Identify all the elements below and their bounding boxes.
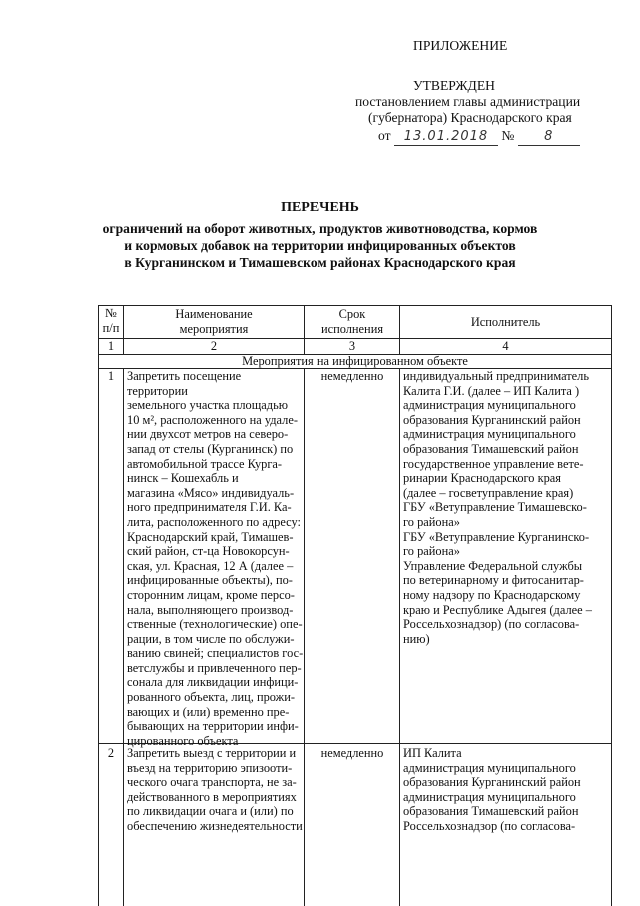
document-title: ПЕРЕЧЕНЬ [281, 200, 359, 215]
appendix-label: ПРИЛОЖЕНИЕ [413, 38, 508, 53]
header-executor: Исполнитель [470, 315, 541, 329]
handwritten-date: 13.01.2018 [394, 129, 498, 146]
col-number-3: 3 [348, 339, 356, 353]
measures-table [98, 305, 612, 906]
row-measure: Запретить выезд с территории и въезд на территорию эпизооти- ческого очага транспорта, не за- действованного в мероприятиях по ликвидации очага и (или) по обеспечению жизнедеятельности [127, 746, 303, 833]
header-term: Срок исполнения [320, 307, 384, 336]
number-label: № [501, 128, 515, 143]
row-executor: индивидуальный предприниматель Калита Г.И. (далее – ИП Калита ) администрация муниципального образования Курганинский район администрация муниципального образования Тимашевский район государственное управление вете- ринарии Краснодарского края (далее – госветуправление края) ГБУ «Ветуправление Тимашевско- го района» ГБУ «Ветуправление Курганинско- го района» Управление Федеральной службы по ветеринарному и фитосанитар- ному надзору по Краснодарскому краю и Республике Адыгея (далее – Россельхознадзор) (по согласова- нию) [403, 369, 592, 646]
row-number: 2 [107, 746, 115, 760]
approval-line-2: (губернатора) Краснодарского края [368, 110, 572, 125]
row-term: немедленно [320, 369, 384, 383]
row-number: 1 [107, 369, 115, 383]
from-label: от [378, 128, 391, 143]
header-num: № п/п [102, 306, 120, 335]
col-number-4: 4 [502, 339, 509, 353]
header-name: Наименование мероприятия [175, 307, 253, 336]
col-number-2: 2 [210, 339, 218, 353]
approval-line-1: постановлением главы администрации [355, 94, 581, 109]
row-term: немедленно [320, 746, 384, 760]
col-number-1: 1 [107, 339, 115, 353]
approval-date-line [378, 128, 580, 146]
approved-label: УТВЕРЖДЕН [413, 78, 495, 93]
document-subtitle-3: в Курганинском и Тимашевском районах Краснодарского края [124, 255, 516, 270]
handwritten-number: 8 [518, 129, 580, 146]
row-measure: Запретить посещение территории земельного участка площадью 10 м², расположенного на удале- нии двухсот метров на северо- запад от стелы (Курганинск) по автомобильной трассе Курга- нинск – Кошехабль и магазина «Мясо» индивидуаль- ного предпринимателя Г.И. Ка- лита, расположенного по адресу: Краснодарский край, Тимашев- ский район, ст-ца Новокорсун- ская, ул. Красная, 12 А (далее – инфицированные объекты), по- сторонним лицам, кроме персо- нала, выполняющего производ- ственные (технологические) опе- рации, в том числе по обслужи- ванию свиней; специалистов гос- ветслужбы и привлеченного пер- сонала для ликвидации инфици- рованного объекта, лиц, прожи- вающих и (или) временно пре- бывающих на территории инфи- цированного объекта [127, 369, 304, 748]
section-heading: Мероприятия на инфицированном объекте [242, 354, 468, 368]
document-subtitle-2: и кормовых добавок на территории инфицированных объектов [124, 238, 516, 253]
row-executor: ИП Калита администрация муниципального образования Курганинский район администрация муниципального образования Тимашевский район Россельхознадзор (по согласова- [403, 746, 581, 833]
document-subtitle-1: ограничений на оборот животных, продуктов животноводства, кормов [102, 221, 538, 236]
